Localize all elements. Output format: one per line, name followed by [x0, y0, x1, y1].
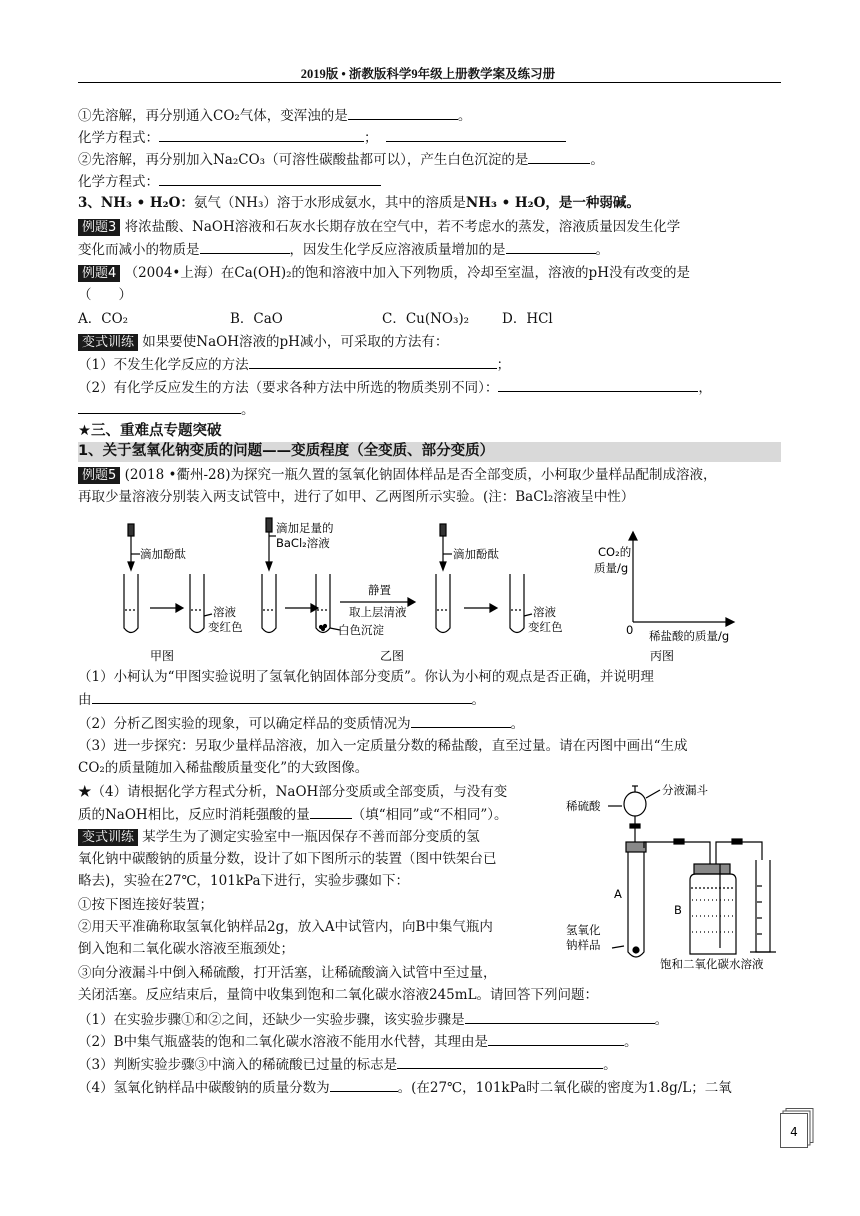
text: 。	[471, 692, 485, 708]
test-tube-a-icon	[626, 842, 646, 957]
example-4-paren: （ ）	[78, 287, 132, 303]
text: 氨气（NH₃）溶于水形成氨水，其中的溶质是	[193, 195, 466, 211]
option-b[interactable]: B．CaO	[230, 311, 283, 327]
blank[interactable]	[488, 1032, 624, 1046]
test-tube-icon	[436, 574, 450, 633]
section-title: ★三、重难点专题突破	[78, 423, 222, 439]
variant-training-2	[78, 828, 480, 847]
label: 钠样品	[566, 938, 601, 952]
label: 变红色	[208, 620, 243, 634]
var2-line3: 略去)，实验在27℃，101kPa下进行，实验步骤如下：	[78, 873, 410, 889]
gas-bottle-b-icon	[690, 864, 736, 954]
q4: ★（4）请根据化学方程式分析，NaOH部分变质或全部变质，与没有变	[78, 784, 508, 800]
test-tube-icon	[316, 574, 330, 633]
q2	[78, 714, 524, 734]
label: 滴加酚酞	[140, 547, 186, 561]
blank[interactable]	[159, 128, 364, 142]
text: NH₃ • H₂O，是一种弱碱。	[465, 195, 640, 211]
q4b	[78, 805, 508, 825]
label: 白色沉淀	[338, 623, 384, 637]
test-tube-icon	[510, 574, 524, 633]
line-1	[78, 106, 471, 126]
blank[interactable]	[310, 805, 352, 819]
option-a[interactable]: A．CO₂	[78, 311, 129, 327]
option-d[interactable]: D．HCl	[502, 311, 553, 327]
dropper-icon	[128, 524, 134, 570]
text: 质的NaOH相比，反应时消耗强酸的量	[78, 807, 310, 823]
test-tube-icon	[262, 574, 276, 633]
example-5	[78, 466, 716, 485]
blank[interactable]	[397, 1055, 603, 1069]
r4	[78, 1078, 732, 1098]
step-2b: 倒入饱和二氧化碳水溶液至瓶颈处；	[78, 941, 294, 957]
label: 溶液	[213, 605, 236, 619]
experiment-figure	[78, 510, 778, 670]
blank[interactable]	[506, 240, 596, 254]
variant-1-q2	[78, 378, 712, 398]
caption: 甲图	[150, 649, 175, 663]
blank[interactable]	[200, 240, 290, 254]
blank[interactable]	[330, 1078, 398, 1092]
label: 变红色	[528, 620, 563, 634]
blank[interactable]	[498, 378, 698, 392]
text: （3）判断实验步骤③中滴入的稀硫酸已过量的标志是	[78, 1057, 398, 1073]
label: 氢氧化	[566, 923, 601, 937]
blank[interactable]	[78, 400, 241, 414]
label: 稀硫酸	[566, 799, 601, 813]
text: 将浓盐酸、NaOH溶液和石灰水长期存放在空气中，若不考虑水的蒸发，溶液质量因发生化学	[120, 219, 681, 235]
q1-reason	[78, 690, 485, 710]
text: 某学生为了测定实验室中一瓶因保存不善而部分变质的氢	[138, 829, 480, 845]
text: 。	[624, 1034, 638, 1050]
example-tag: 例题3	[78, 219, 120, 236]
text: 变化而减小的物质是	[78, 242, 200, 258]
label: B	[674, 903, 682, 917]
label: 饱和二氧化碳水溶液	[660, 957, 764, 971]
option-c[interactable]: C．Cu(NO₃)₂	[382, 311, 470, 327]
graph-origin: 0	[626, 623, 634, 637]
r3	[78, 1055, 617, 1075]
variant-1-q1	[78, 355, 510, 375]
text: （2004•上海）在Ca(OH)₂的饱和溶液中加入下列物质，冷却至室温，溶液的pH没有改变的是	[120, 265, 690, 281]
text: ，因发生化学反应溶液质量增加的是	[289, 242, 506, 258]
measuring-cylinder-icon	[750, 860, 776, 952]
page-number: 4	[790, 1125, 798, 1139]
caption: 丙图	[650, 649, 675, 663]
blank[interactable]	[386, 128, 566, 142]
text: （填“相同”或“不相同”）。	[351, 807, 508, 823]
label: 溶液	[533, 605, 556, 619]
q3b: CO₂的质量随加入稀盐酸质量变化”的大致图像。	[78, 760, 369, 776]
text: 。(在27℃，101kPa时二氧化碳的密度为1.8g/L；二氧	[397, 1080, 732, 1096]
text: 。	[595, 242, 609, 258]
line-5	[78, 194, 640, 213]
text: ；	[496, 357, 511, 373]
var2-line2: 氧化钠中碳酸钠的质量分数，设计了如下图所示的装置（图中铁架台已	[78, 851, 497, 867]
label: 静置	[368, 583, 391, 597]
blank[interactable]	[159, 172, 381, 186]
example-5-line2: 再取少量溶液分别装入两支试管中，进行了如甲、乙两图所示实验。(注：BaCl₂溶液呈中性）	[78, 489, 635, 505]
dropper-icon	[266, 518, 272, 570]
text: （2）分析乙图实验的现象，可以确定样品的变质情况为	[78, 716, 411, 732]
label: A	[614, 887, 622, 901]
text: 。	[654, 1012, 669, 1028]
text: ；	[364, 130, 378, 146]
page-header: 2019版 • 浙教版科学9年级上册教学案及练习册	[300, 67, 556, 81]
variant-1-q2b	[78, 400, 255, 420]
text: 。	[457, 108, 472, 124]
q3: （3）进一步探究：另取少量样品溶液，加入一定质量分数的稀盐酸，直至过量。请在丙图中画出“生成	[78, 738, 688, 754]
text: 。	[603, 1057, 617, 1073]
test-tube-icon	[190, 574, 204, 633]
r2	[78, 1032, 638, 1052]
step-3b: 关闭活塞。反应结束后，量筒中收集到饱和二氧化碳水溶液245mL。请回答下列问题：	[78, 987, 599, 1003]
label: 分液漏斗	[662, 783, 708, 797]
label: 滴加酚酞	[453, 547, 499, 561]
r1	[78, 1010, 668, 1030]
text: 3、NH₃ • H₂O：	[78, 195, 194, 211]
variant-training-1	[78, 333, 448, 352]
test-tube-icon	[124, 574, 138, 633]
separatory-funnel-icon	[624, 786, 646, 844]
subsection-title: 1、关于氢氧化钠变质的问题——变质程度（全变质、部分变质）	[78, 443, 495, 459]
text: 如果要使NaOH溶液的pH减小，可采取的方法有：	[138, 334, 449, 350]
text: ，	[698, 380, 712, 396]
blank[interactable]	[465, 1010, 655, 1024]
label: 取上层清液	[349, 605, 407, 619]
blank[interactable]	[92, 690, 472, 704]
text: 。	[510, 716, 525, 732]
blank[interactable]	[249, 355, 497, 369]
text: (2018 •衢州-28)为探究一瓶久置的氢氧化钠固体样品是否全部变质，小柯取少量样品配制成溶液，	[120, 467, 717, 483]
text: （4）氢氧化钠样品中碳酸钠的质量分数为	[78, 1080, 330, 1096]
text: （2）有化学反应发生的方法（要求各种方法中所选的物质类别不同）：	[78, 380, 499, 396]
text: 。	[241, 402, 255, 418]
caption: 乙图	[380, 649, 405, 663]
blank[interactable]	[528, 150, 590, 164]
blank[interactable]	[411, 714, 511, 728]
text: ①先溶解，再分别通入CO₂气体，变浑浊的是	[78, 108, 348, 124]
text: （1）在实验步骤①和②之间，还缺少一实验步骤，该实验步骤是	[78, 1012, 465, 1028]
text: 由	[78, 692, 92, 708]
q1: （1）小柯认为“甲图实验说明了氢氧化钠固体部分变质”。你认为小柯的观点是否正确，并说明理	[78, 669, 654, 685]
apparatus-figure	[564, 776, 784, 972]
example-tag: 例题5	[78, 467, 120, 484]
step-3: ③向分液漏斗中倒入稀硫酸，打开活塞，让稀硫酸滴入试管中至过量，	[78, 965, 497, 981]
line-2	[78, 128, 566, 148]
line-3	[78, 150, 604, 170]
graph-ylabel: CO₂的	[598, 545, 632, 559]
example-4	[78, 264, 690, 283]
graph-ylabel: 质量/g	[594, 561, 629, 575]
variant-tag: 变式训练	[78, 829, 138, 846]
page-number-box	[780, 1108, 814, 1148]
variant-tag: 变式训练	[78, 334, 138, 351]
text: 化学方程式：	[78, 174, 159, 190]
step-1: ①按下图连接好装置；	[78, 897, 213, 913]
header-rule	[78, 82, 781, 83]
text: （2）B中集气瓶盛装的饱和二氧化碳水溶液不能用水代替，其理由是	[78, 1034, 489, 1050]
label: BaCl₂溶液	[276, 536, 330, 550]
example-tag: 例题4	[78, 265, 120, 282]
blank[interactable]	[348, 106, 458, 120]
text: 化学方程式：	[78, 130, 159, 146]
step-2: ②用天平准确称取氢氧化钠样品2g，放入A中试管内，向B中集气瓶内	[78, 919, 493, 935]
line-4	[78, 172, 381, 192]
text: （1）不发生化学反应的方法	[78, 357, 249, 373]
text: ②先溶解，再分别加入Na₂CO₃（可溶性碳酸盐都可以），产生白色沉淀的是	[78, 152, 529, 168]
label: 滴加足量的	[276, 521, 334, 535]
text: 。	[590, 152, 604, 168]
dropper-icon	[440, 524, 446, 570]
example-3	[78, 218, 680, 237]
example-3-line2	[78, 240, 609, 260]
graph-xlabel: 稀盐酸的质量/g	[649, 629, 730, 643]
